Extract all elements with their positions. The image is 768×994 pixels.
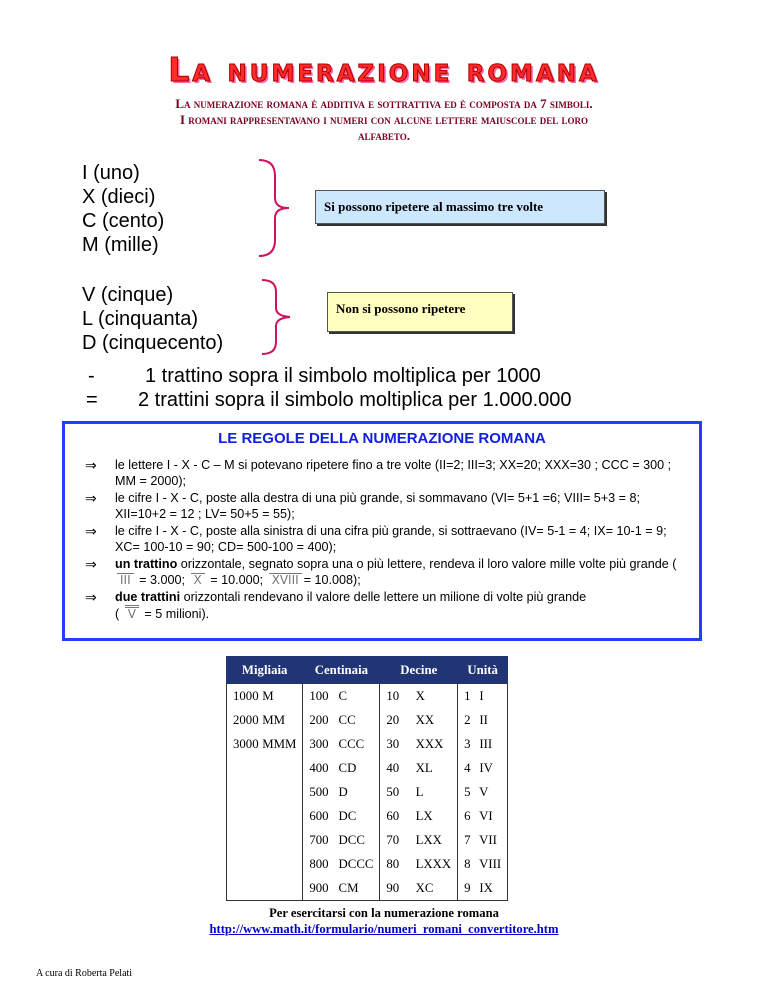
table-cell <box>227 852 303 876</box>
table-cell <box>303 780 380 804</box>
rule-item <box>85 589 689 622</box>
roman-value: X <box>415 688 425 703</box>
symbol-item: M (mille) <box>82 234 159 256</box>
table-cell <box>227 708 303 732</box>
rule-item <box>85 490 689 522</box>
rule-item <box>85 556 689 588</box>
roman-value: XC <box>415 880 434 895</box>
rule-text: le lettere I - X - C – M si potevano ripetere fino a tre volte (II=2; III=3; XX=20; XXX=30 ; CCC = 300 ; MM = 2000); <box>115 458 672 488</box>
table-cell <box>303 828 380 852</box>
arabic-value: 900 <box>309 880 329 895</box>
overline-numeral: III <box>117 573 134 586</box>
roman-value: XL <box>415 760 433 775</box>
table-cell <box>458 852 508 876</box>
column-header: Centinaia <box>303 657 380 684</box>
rule-text: = 10.000; <box>206 573 267 587</box>
roman-value: CCC <box>338 736 365 751</box>
table-cell <box>303 804 380 828</box>
rule-item <box>85 523 689 555</box>
arabic-value: 500 <box>309 784 329 799</box>
table-cell <box>380 708 458 732</box>
author-credit: A cura di Roberta Pelati <box>36 968 133 979</box>
arabic-value: 700 <box>309 832 329 847</box>
table-cell <box>380 852 458 876</box>
arabic-value: 70 <box>386 832 400 847</box>
table-cell <box>380 756 458 780</box>
arabic-value: 3000 <box>233 736 259 751</box>
roman-value: MMM <box>262 736 297 751</box>
rule-text: = 3.000; <box>135 573 189 587</box>
one-bar-rule: 1 trattino sopra il simbolo moltiplica per 1000 <box>145 365 541 387</box>
roman-value: III <box>479 736 493 751</box>
table-cell <box>458 780 508 804</box>
table-cell <box>380 732 458 756</box>
roman-value: XXX <box>415 736 444 751</box>
page-title: La numerazione romana <box>168 50 600 89</box>
column-header: Decine <box>380 657 458 684</box>
rule-item <box>85 457 689 489</box>
table-cell <box>227 828 303 852</box>
roman-value: D <box>338 784 348 799</box>
rules-list <box>65 457 699 622</box>
table-cell <box>227 684 303 709</box>
arrow-icon: ⇒ <box>85 556 97 572</box>
rule-lead: due trattini <box>115 590 181 604</box>
table-row <box>227 780 508 804</box>
arabic-value: 6 <box>464 808 471 823</box>
arabic-value: 400 <box>309 760 329 775</box>
table-body <box>227 684 508 901</box>
table-cell <box>303 756 380 780</box>
overline-numeral: XVIII <box>269 573 302 586</box>
non-repeatable-symbols <box>82 283 223 355</box>
rules-box <box>62 421 702 641</box>
arabic-value: 600 <box>309 808 329 823</box>
arabic-value: 800 <box>309 856 329 871</box>
table-cell <box>303 684 380 709</box>
subtitle-line: I romani rappresentavano i numeri con alcune lettere maiuscole del loro <box>179 112 589 127</box>
table-cell <box>458 684 508 709</box>
symbol-item: V (cinque) <box>82 284 174 306</box>
roman-value: LXXX <box>415 856 452 871</box>
roman-value: CM <box>338 880 359 895</box>
arabic-value: 3 <box>464 736 471 751</box>
table-cell <box>303 732 380 756</box>
roman-value: IV <box>479 760 493 775</box>
overline-numeral: X <box>191 573 205 586</box>
arabic-value: 80 <box>386 856 400 871</box>
table-row <box>227 804 508 828</box>
roman-value: CD <box>338 760 357 775</box>
symbol-item: L (cinquanta) <box>82 308 198 330</box>
table-row <box>227 684 508 709</box>
rule-text: = 10.008); <box>303 573 361 587</box>
arabic-value: 100 <box>309 688 329 703</box>
arabic-value: 8 <box>464 856 471 871</box>
table-cell <box>458 732 508 756</box>
table-row <box>227 852 508 876</box>
roman-value: LX <box>415 808 433 823</box>
symbol-item: D (cinquecento) <box>82 332 224 354</box>
table-cell <box>458 708 508 732</box>
footer-text: Per esercitarsi con la numerazione romana <box>269 906 499 920</box>
rule-text: le cifre I - X - C, poste alla destra di una più grande, si sommavano (VI= 5+1 =6; VIII= 5+3 = 8; XII=10+2 = 12 ; LV= 50+5 = 55); <box>115 491 641 521</box>
table-row <box>227 876 508 901</box>
table-cell <box>227 732 303 756</box>
brace-icon <box>258 278 298 356</box>
rule-text: = 5 milioni). <box>140 607 210 621</box>
column-header: Migliaia <box>227 657 303 684</box>
roman-value: I <box>479 688 484 703</box>
roman-value: C <box>338 688 348 703</box>
table-cell <box>227 780 303 804</box>
arrow-icon: ⇒ <box>85 589 97 605</box>
arabic-value: 9 <box>464 880 471 895</box>
roman-value: L <box>415 784 424 799</box>
footer-link[interactable]: http://www.math.it/formulario/numeri_romani_convertitore.htm <box>209 922 559 936</box>
arabic-value: 300 <box>309 736 329 751</box>
double-overline-numeral: V <box>125 605 139 620</box>
arabic-value: 200 <box>309 712 329 727</box>
roman-value: XX <box>415 712 435 727</box>
table-cell <box>458 804 508 828</box>
symbol-item: X (dieci) <box>82 186 156 208</box>
roman-value: VI <box>479 808 493 823</box>
arabic-value: 4 <box>464 760 471 775</box>
symbol-item: I (uno) <box>82 162 140 184</box>
table-cell <box>303 708 380 732</box>
roman-value: VIII <box>479 856 502 871</box>
roman-value: VII <box>479 832 497 847</box>
repeatable-symbols <box>82 161 164 257</box>
arabic-value: 60 <box>386 808 400 823</box>
dash-sign: - <box>88 365 95 387</box>
table-cell <box>380 876 458 901</box>
arabic-value: 7 <box>464 832 471 847</box>
arrow-icon: ⇒ <box>85 523 97 539</box>
arabic-value: 30 <box>386 736 400 751</box>
table-cell <box>227 876 303 901</box>
table-header-row <box>227 657 508 684</box>
table-row <box>227 732 508 756</box>
roman-value: DCCC <box>338 856 374 871</box>
table-row <box>227 828 508 852</box>
column-header: Unità <box>458 657 508 684</box>
roman-value: MM <box>262 712 285 727</box>
table-cell <box>380 684 458 709</box>
table-cell <box>458 828 508 852</box>
two-bar-rule: 2 trattini sopra il simbolo moltiplica per 1.000.000 <box>138 389 572 411</box>
arabic-value: 5 <box>464 784 471 799</box>
rules-heading: LE REGOLE DELLA NUMERAZIONE ROMANA <box>218 430 546 447</box>
arabic-value: 2 <box>464 712 471 727</box>
double-dash-sign: = <box>86 389 98 411</box>
arabic-value: 20 <box>386 712 400 727</box>
table-cell <box>380 804 458 828</box>
roman-value: M <box>262 688 274 703</box>
roman-value: LXX <box>415 832 442 847</box>
arabic-value: 90 <box>386 880 400 895</box>
arabic-value: 50 <box>386 784 400 799</box>
roman-value: IX <box>479 880 493 895</box>
arabic-value: 1000 <box>233 688 259 703</box>
subtitle-line: La numerazione romana è additiva e sottrattiva ed è composta da 7 simboli. <box>175 96 593 111</box>
rule-text: le cifre I - X - C, poste alla sinistra di una cifra più grande, si sottraevano (IV= 5-1 = 4; IX= 10-1 = 9; XC= 100-10 = 90; CD= 500-100 = 400); <box>115 524 667 554</box>
subtitle-line: alfabeto. <box>358 128 410 143</box>
arrow-icon: ⇒ <box>85 457 97 473</box>
roman-value: V <box>479 784 489 799</box>
arrow-icon: ⇒ <box>85 490 97 506</box>
table-cell <box>227 804 303 828</box>
arabic-value: 1 <box>464 688 471 703</box>
rule-text: orizzontale, segnato sopra una o più lettere, rendeva il loro valore mille volte più grande ( <box>177 557 677 571</box>
table-cell <box>227 756 303 780</box>
table-cell <box>303 852 380 876</box>
rule-text: orizzontali rendevano il valore delle lettere un milione di volte più grande <box>180 590 587 604</box>
table-cell <box>380 780 458 804</box>
roman-value: CC <box>338 712 356 727</box>
arabic-value: 40 <box>386 760 400 775</box>
roman-value: II <box>479 712 488 727</box>
arabic-value: 10 <box>386 688 400 703</box>
no-repeat-note: Non si possono ripetere <box>327 292 513 332</box>
table-cell <box>458 756 508 780</box>
table-cell <box>458 876 508 901</box>
table-row <box>227 756 508 780</box>
roman-value: DCC <box>338 832 365 847</box>
roman-table <box>226 656 508 901</box>
subtitle <box>60 96 708 144</box>
table-cell <box>303 876 380 901</box>
table-cell <box>380 828 458 852</box>
roman-value: DC <box>338 808 357 823</box>
arabic-value: 2000 <box>233 712 259 727</box>
rule-text: ( <box>115 607 123 621</box>
brace-icon <box>255 158 295 258</box>
symbol-item: C (cento) <box>82 210 165 232</box>
rule-lead: un trattino <box>115 557 178 571</box>
repeat-note: Si possono ripetere al massimo tre volte <box>315 190 605 224</box>
table-row <box>227 708 508 732</box>
